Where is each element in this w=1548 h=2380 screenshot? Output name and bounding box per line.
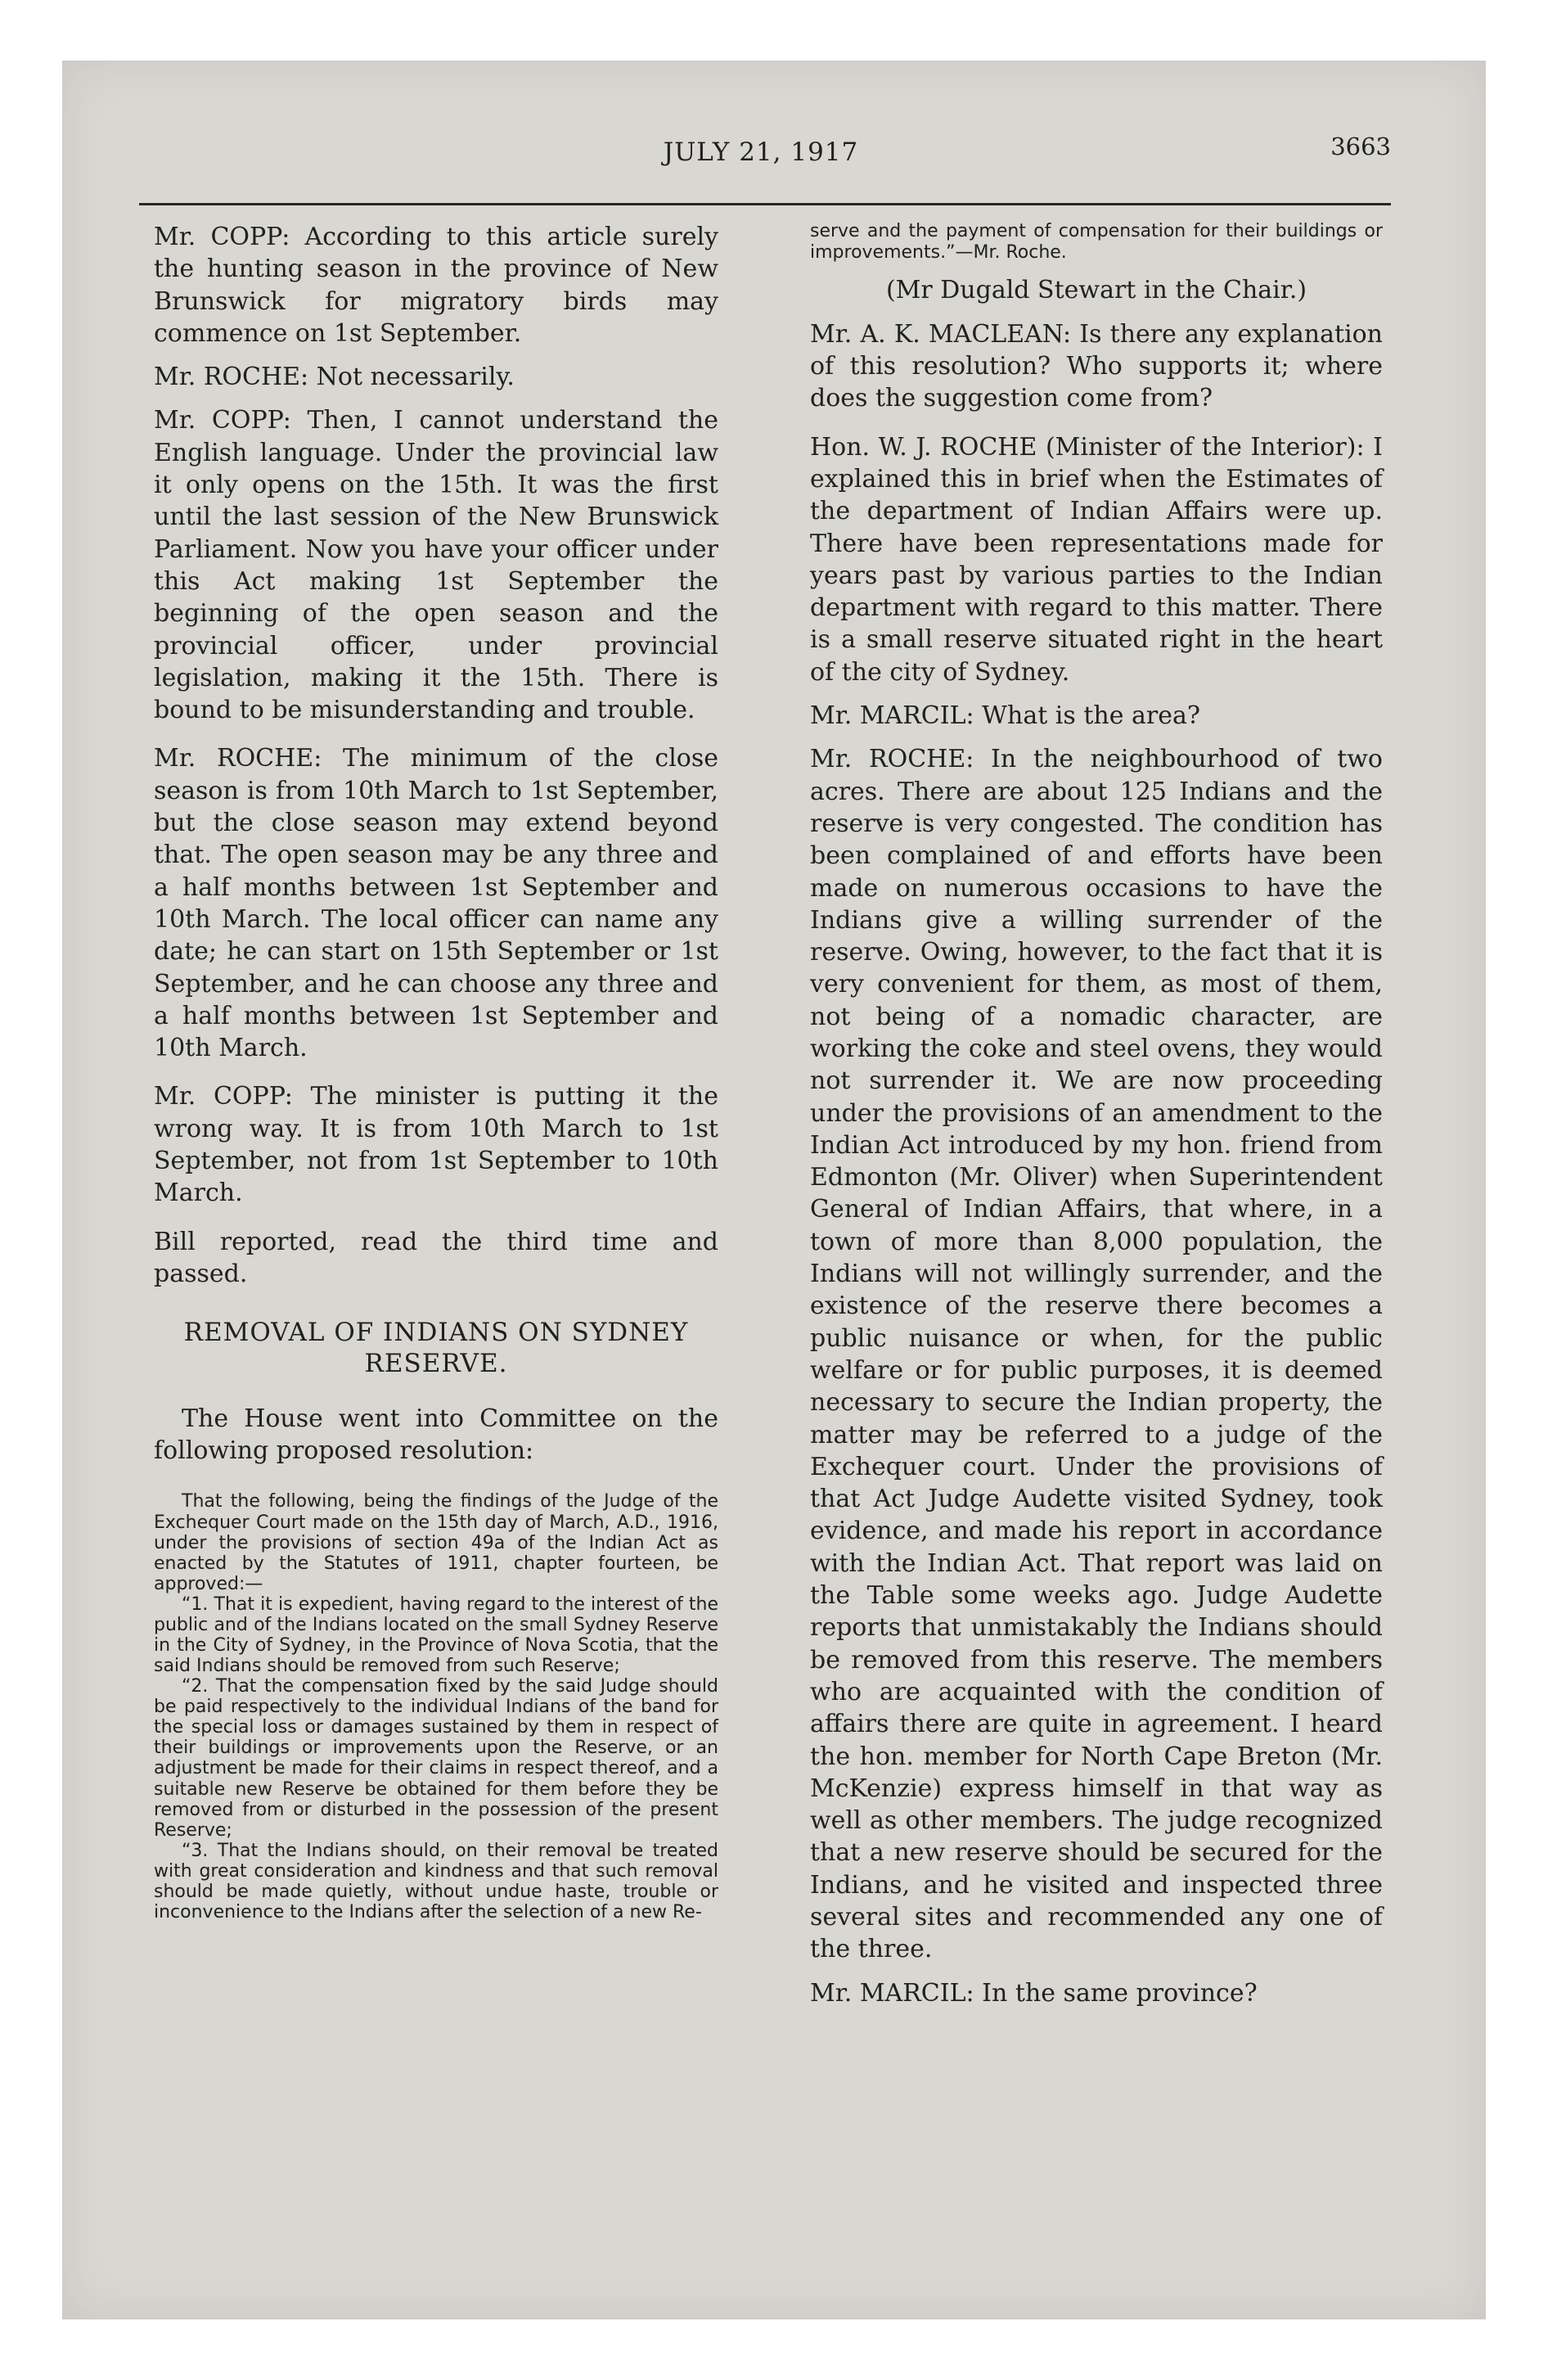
header-rule	[139, 203, 1391, 205]
paragraph-roche-1: Mr. ROCHE: Not necessarily.	[154, 363, 515, 392]
resolution-intro: That the following, being the findings of the Judge of the Exchequer Court made on the 15th day of March, A.D., 1916, under the provisions of section 49a of the Indian Act as enacted by the Statutes of 1911, chapter fourteen, be approved:—	[154, 1491, 718, 1594]
right-column	[810, 221, 1383, 2021]
page-header	[131, 123, 1391, 188]
resolution-continuation: serve and the payment of compensation for their buildings or improvements.”—Mr. Roche.	[810, 221, 1383, 263]
hansard-page	[131, 123, 1391, 2267]
header-page-number: 3663	[1330, 133, 1391, 160]
header-date: JULY 21, 1917	[663, 137, 859, 167]
section-heading: REMOVAL OF INDIANS ON SYDNEY RESERVE.	[183, 1318, 689, 1379]
paragraph-committee: The House went into Committee on the following proposed resolution:	[154, 1404, 718, 1466]
resolution-item-1: “1. That it is expedient, having regard to the interest of the public and of the Indians located on the small Sydney Reserve in the City of Sydney, in the Province of Nova Scotia, that the said Indians should be removed from such Reserve;	[154, 1593, 718, 1677]
resolution-item-2: “2. That the compensation fixed by the said Judge should be paid respectively to the individual Indians of the band for the special loss or damages sustained by them in respect of their buildings or improvements upon the Reserve, or an adjustment be made for their claims in respect thereof, and a suitable new Reserve be obtained for them before they be removed from or disturbed in the possession of the present Reserve;	[154, 1676, 718, 1841]
paragraph-bill-reported: Bill reported, read the third time and passed.	[154, 1227, 718, 1288]
paragraph-copp-2: Mr. COPP: Then, I cannot understand the English language. Under the provincial law it only opens on the 15th. It was the first until the last session of the New Brunswick Parliament. Now you have your officer under this Act making 1st September the beginning of the open season and the provincial officer, under provincial legislation, making it the 15th. There is bound to be misunderstanding and trouble.	[154, 406, 718, 725]
paragraph-marcil-1: Mr. MARCIL: What is the area?	[810, 701, 1200, 731]
paragraph-roche-3: Mr. ROCHE: In the neighbourhood of two acres. There are about 125 Indians and the reserve is very congested. The condition has been complained of and efforts have been made on numerous occasions to have the Indians give a willing surrender of the reserve. Owing, however, to the fact that it is very convenient for them, as most of them, not being of a nomadic character, are working the coke and steel ovens, they would not surrender it. We are now proceeding under the provisions of an amendment to the Indian Act introduced by my hon. friend from Edmonton (Mr. Oliver) when Superintendent General of Indian Affairs, that where, in a town of more than 8,000 population, the Indians will not willingly surrender, and the existence of the reserve there becomes a public nuisance or when, for the public welfare or for public purposes, it is deemed necessary to secure the Indian property, the matter may be referred to a judge of the Exchequer court. Under the provisions of that Act Judge Audette visited Sydney, took evidence, and made his report in accordance with the Indian Act. That report was laid on the Table some weeks ago. Judge Audette reports that unmistakably the Indians should be removed from this reserve. The members who are acquainted with the condition of affairs there are quite in agreement. I heard the hon. member for North Cape Breton (Mr. McKenzie) express himself in that way as well as other members. The judge recognized that a new reserve should be secured for the Indians, and he visited and inspected three several sites and recommended any one of the three.	[810, 745, 1383, 1964]
paragraph-copp-3: Mr. COPP: The minister is putting it the wrong way. It is from 10th March to 1st September, not from 1st September to 10th March.	[154, 1082, 718, 1208]
left-column	[154, 221, 718, 1922]
paragraph-roche-minister: Hon. W. J. ROCHE (Minister of the Interior): I explained this in brief when the Estimates of the department of Indian Affairs were up. There have been representations made for years past by various parties to the Indian department with regard to this matter. There is a small reserve situated right in the heart of the city of Sydney.	[810, 432, 1383, 687]
paragraph-copp-1: Mr. COPP: According to this article surely the hunting season in the province of New Brunswick for migratory birds may commence on 1st September.	[154, 223, 718, 348]
chair-note: (Mr Dugald Stewart in the Chair.)	[885, 276, 1307, 305]
paragraph-maclean: Mr. A. K. MACLEAN: Is there any explanation of this resolution? Who supports it; where does the suggestion come from?	[810, 319, 1383, 413]
resolution-item-3: “3. That the Indians should, on their removal be treated with great consideration and kindness and that such removal should be made quietly, without undue haste, trouble or inconvenience to the Indians after the selection of a new Re-	[154, 1840, 718, 1922]
paragraph-marcil-2: Mr. MARCIL: In the same province?	[810, 1978, 1258, 2008]
paragraph-roche-2: Mr. ROCHE: The minimum of the close season is from 10th March to 1st September, but the close season may extend beyond that. The open season may be any three and a half months between 1st September and 10th March. The local officer can name any date; he can start on 15th September or 1st September, and he can choose any three and a half months between 1st September and 10th March.	[154, 744, 718, 1063]
resolution-block	[154, 1491, 718, 1922]
